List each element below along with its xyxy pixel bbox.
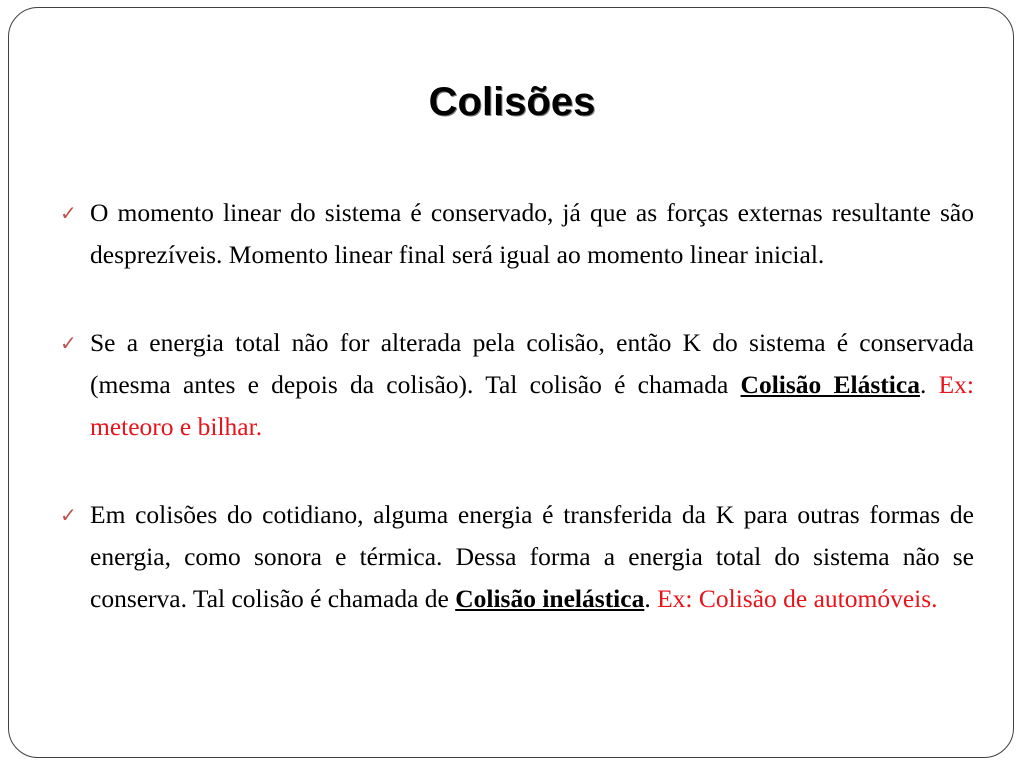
checkmark-icon: ✓ bbox=[60, 503, 77, 527]
bullet-text: O momento linear do sistema é conservado, já que as forças externas resultante são desprezíveis. Momento linear final será igual ao momento linear inicial. bbox=[90, 198, 974, 269]
elastic-collision-term: Colisão Elástica bbox=[740, 370, 920, 399]
bullet-text: Se a energia total não for alterada pela colisão, então K do sistema é conservada (mesma antes e depois da colisão). Tal colisão é chamada bbox=[90, 328, 974, 399]
bullet-list bbox=[60, 192, 974, 620]
slide-title: Colisões bbox=[428, 80, 596, 124]
bullet-text: Em colisões do cotidiano, alguma energia é transferida da K para outras formas de energia, como sonora e térmica. Dessa forma a energia total do sistema não se conserva. Tal colisão é chamada de bbox=[90, 500, 974, 613]
elastic-example: Ex: meteoro e bilhar. bbox=[90, 370, 974, 441]
bullet-punctuation: . bbox=[644, 584, 658, 613]
checkmark-icon: ✓ bbox=[60, 201, 77, 225]
bullet-punctuation: . bbox=[919, 370, 939, 399]
bullet-item-elastic bbox=[60, 322, 974, 448]
bullet-item-inelastic bbox=[60, 494, 974, 620]
bullet-item-momentum bbox=[60, 192, 974, 276]
checkmark-icon: ✓ bbox=[60, 331, 77, 355]
inelastic-collision-term: Colisão inelástica bbox=[455, 584, 645, 613]
inelastic-example: Ex: Colisão de automóveis. bbox=[657, 584, 938, 613]
